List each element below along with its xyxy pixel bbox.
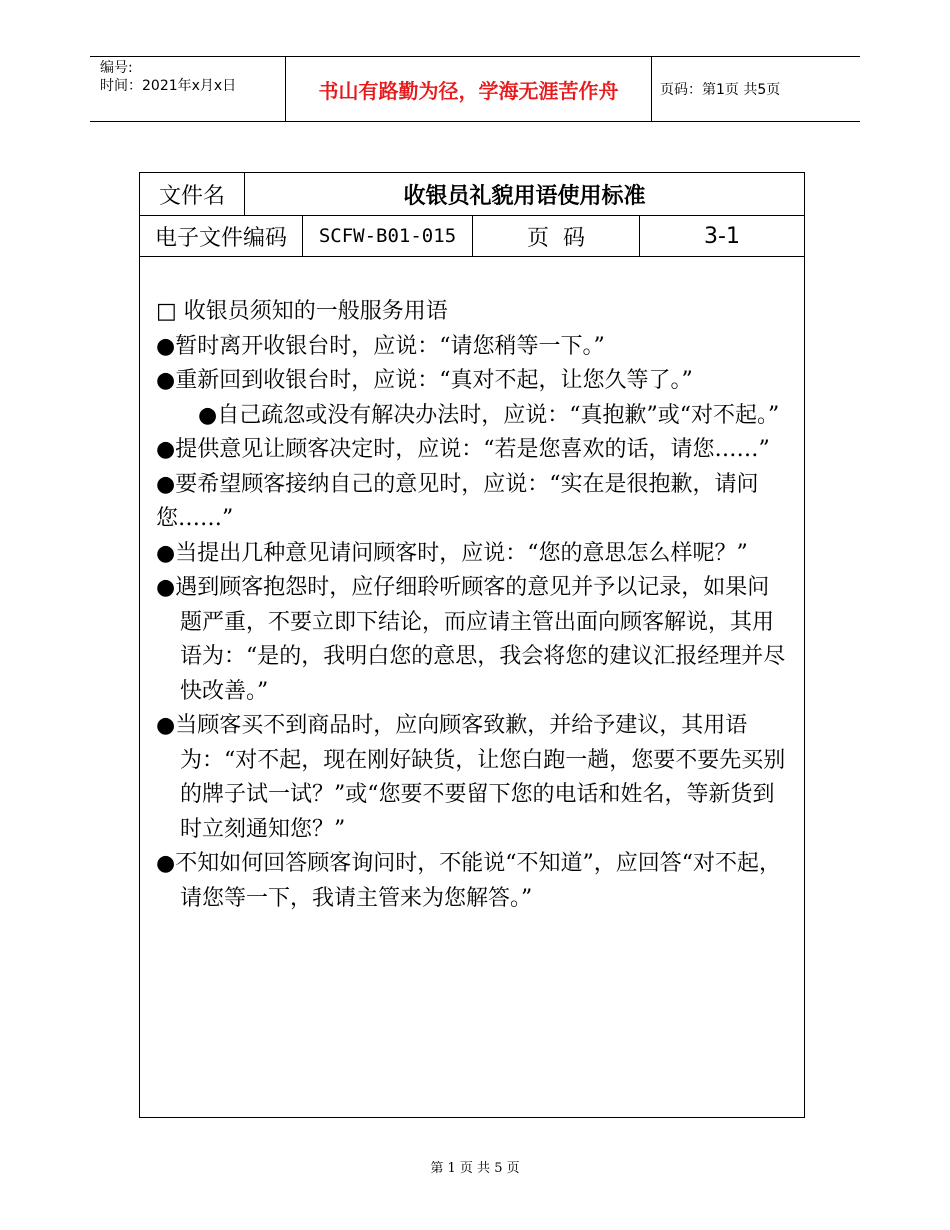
number-label: 编号: (100, 60, 133, 76)
header-page-info: 页码：第1页 共5页 (660, 82, 781, 98)
code-row (140, 216, 804, 257)
time-label: 时间：2021年x月x日 (100, 78, 237, 94)
document-body (140, 257, 804, 916)
filename-label: 文件名 (140, 173, 245, 215)
list-item: ●当顾客买不到商品时，应向顾客致歉，并给予建议，其用语为：“对不起，现在刚好缺货，让您白跑一趟，您要不要先买别的牌子试一试？”或“您要不要留下您的电话和姓名，等新货到时立刻通知您？” (156, 713, 786, 842)
list-item: ●当提出几种意见请问顾客时，应说：“您的意思怎么样呢？” (156, 540, 748, 566)
list-item: ●重新回到收银台时，应说：“真对不起，让您久等了。” (156, 368, 693, 393)
page-value: 3-1 (704, 223, 740, 249)
document-table (139, 172, 805, 1118)
page-header (90, 56, 860, 122)
list-item: ●不知如何回答顾客询问时，不能说“不知道”，应回答“对不起，请您等一下，我请主管来为您解答。” (156, 851, 781, 911)
list-item: ●提供意见让顾客决定时，应说：“若是您喜欢的话，请您……” (156, 437, 770, 462)
header-motto: 书山有路勤为径，学海无涯苦作舟 (286, 57, 652, 121)
page-footer: 第 1 页 共 5 页 (430, 1161, 520, 1176)
code-value: SCFW-B01-015 (303, 216, 473, 256)
list-item: ●要希望顾客接纳自己的意见时，应说：“实在是很抱歉，请问您……” (156, 471, 759, 531)
list-item: ●暂时离开收银台时，应说：“请您稍等一下。” (156, 333, 605, 359)
page-label: 页 码 (473, 216, 640, 256)
list-item: ●自己疏忽或没有解决办法时，应说：“真抱歉”或“对不起。” (198, 402, 780, 428)
title-row (140, 173, 804, 216)
list-item: ●遇到顾客抱怨时，应仔细聆听顾客的意见并予以记录，如果问题严重，不要立即下结论，而应请主管出面向顾客解说，其用语为：“是的，我明白您的意思，我会将您的建议汇报经理并尽快改善。” (156, 575, 786, 704)
document-title: 收银员礼貌用语使用标准 (403, 183, 646, 209)
code-label: 电子文件编码 (140, 216, 303, 256)
header-meta (90, 57, 286, 121)
section-heading: □ 收银员须知的一般服务用语 (156, 299, 448, 324)
